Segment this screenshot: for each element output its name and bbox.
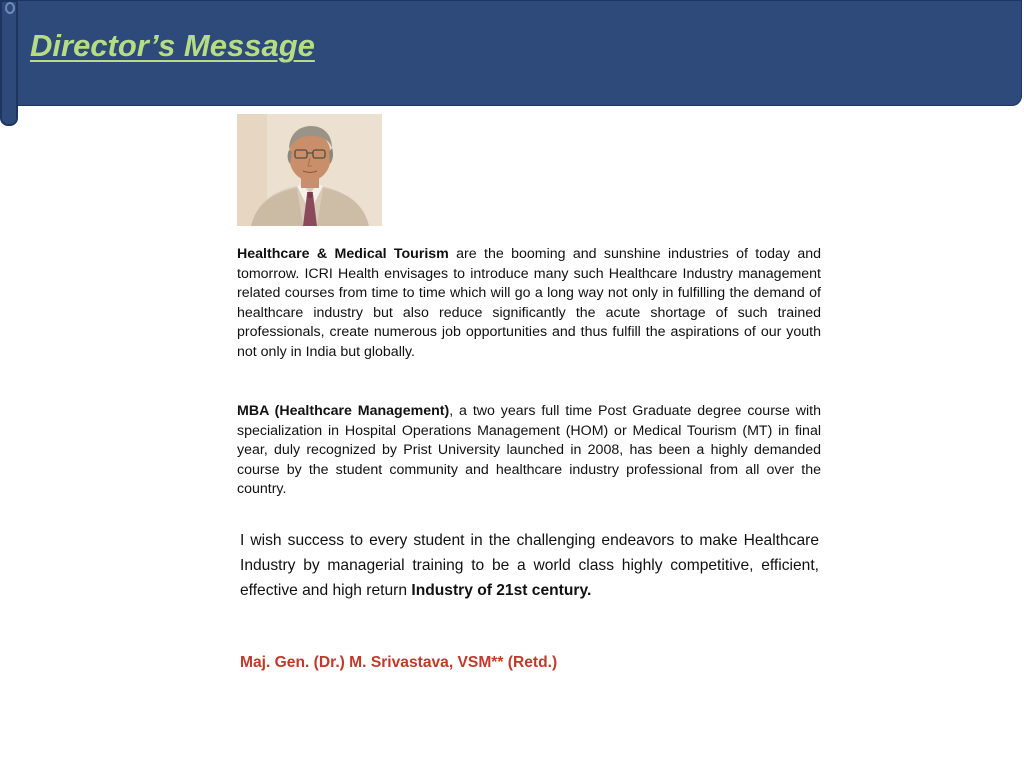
mba-paragraph bbox=[237, 402, 821, 500]
page-title: Director’s Message bbox=[30, 28, 315, 63]
intro-paragraph-bold: Healthcare & Medical Tourism bbox=[237, 246, 449, 262]
director-signature: Maj. Gen. (Dr.) M. Srivastava, VSM** (Retd.) bbox=[240, 654, 558, 671]
intro-paragraph-text: are the booming and sunshine industries of today and tomorrow. ICRI Health envisages to introduce many such Healthcare Industry management related courses from time to time which will go a long way not only in fulfilling the demand of healthcare industry but also reduce significantly the acute shortage of such trained professionals, create numerous job opportunities and thus fulfill the aspirations of our youth not only in India but globally. bbox=[237, 246, 821, 360]
wish-paragraph bbox=[240, 529, 819, 603]
wish-paragraph-bold: Industry of 21st century. bbox=[411, 581, 592, 599]
scroll-curl-decoration bbox=[0, 0, 18, 126]
director-portrait-image bbox=[237, 114, 382, 226]
mba-paragraph-text: , a two years full time Post Graduate degree course with specialization in Hospital Operations Management (HOM) or Medical Tourism (MT) in final year, duly recognized by Prist University launched in 2008, has been a highly demanded course by the student community and healthcare industry professional from all over the country. bbox=[237, 403, 821, 498]
wish-paragraph-text: I wish success to every student in the challenging endeavors to make Healthcare Industry by managerial training to be a world class highly competitive, efficient, effective and high return bbox=[240, 532, 819, 599]
intro-paragraph bbox=[237, 245, 821, 363]
scroll-curl-icon bbox=[5, 2, 15, 14]
mba-paragraph-bold: MBA (Healthcare Management) bbox=[237, 403, 450, 419]
director-portrait bbox=[237, 114, 382, 226]
